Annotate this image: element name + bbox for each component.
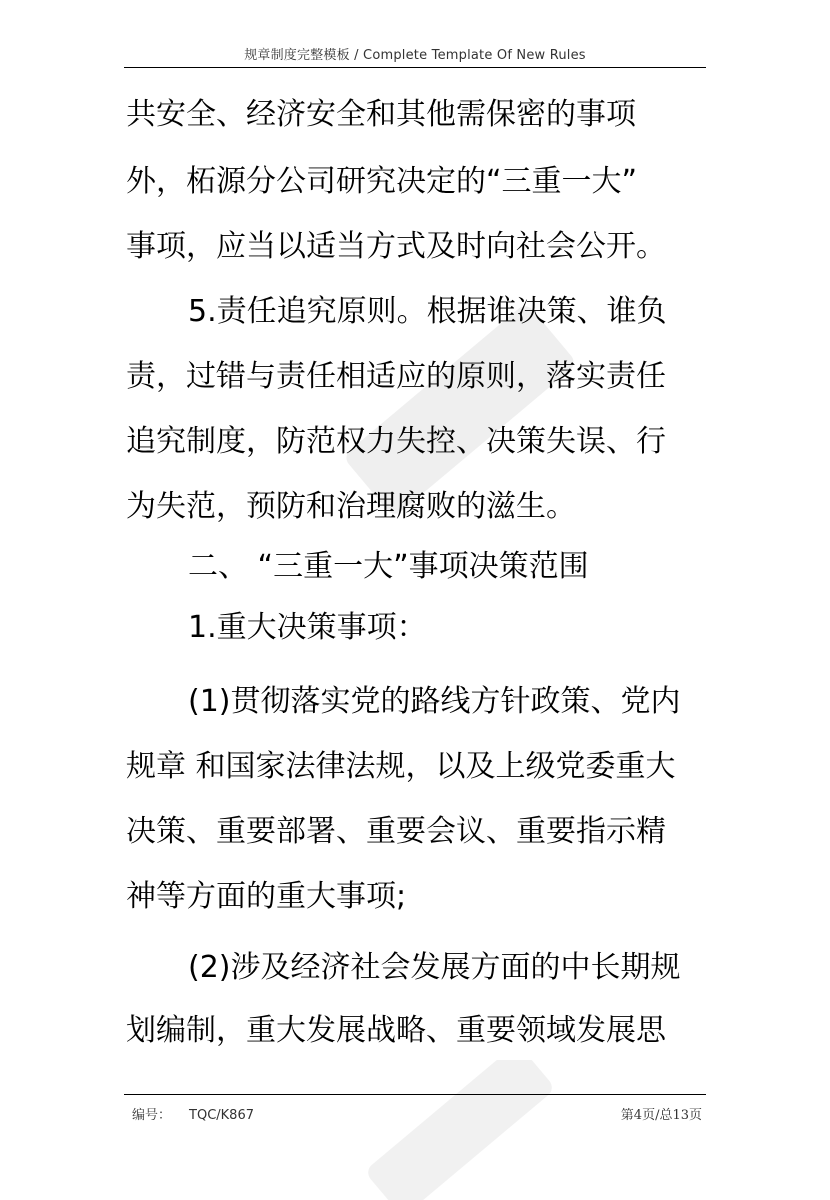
body-line: 外，柘源分公司研究决定的“三重一大” — [126, 164, 638, 199]
document-number-label: 编号： — [132, 1108, 172, 1123]
body-line: 划编制，重大发展战略、重要领域发展思 — [126, 1013, 666, 1048]
watermark-logo-bottom — [300, 1060, 620, 1200]
footer-divider — [124, 1094, 706, 1095]
document-number — [132, 1104, 254, 1123]
body-line: 追究制度，防范权力失控、决策失误、行 — [126, 424, 666, 459]
header-divider — [124, 67, 706, 68]
body-line: 共安全、经济安全和其他需保密的事项 — [126, 97, 636, 132]
body-line: 责，过错与责任相适应的原则，落实责任 — [126, 359, 666, 394]
body-line: (1)贯彻落实党的路线方针政策、党内 — [188, 684, 681, 719]
body-line: 决策、重要部署、重要会议、重要指示精 — [126, 814, 666, 849]
body-line: 规章 和国家法律法规，以及上级党委重大 — [126, 749, 676, 784]
body-line: 为失范，预防和治理腐败的滋生。 — [126, 489, 576, 524]
body-line: 事项，应当以适当方式及时向社会公开。 — [126, 229, 666, 264]
body-line: (2)涉及经济社会发展方面的中长期规 — [188, 950, 681, 985]
page-indicator: 第4页/总13页 — [620, 1108, 702, 1123]
body-line: 5.责任追究原则。根据谁决策、谁负 — [188, 294, 667, 329]
page-header: 规章制度完整模板 / Complete Template Of New Rules — [244, 48, 586, 63]
subsection-heading: 1.重大决策事项： — [188, 610, 427, 645]
body-line: 神等方面的重大事项; — [126, 879, 407, 914]
document-number-value: TQC/K867 — [189, 1108, 254, 1123]
section-heading: 二、 “三重一大”事项决策范围 — [188, 549, 589, 584]
